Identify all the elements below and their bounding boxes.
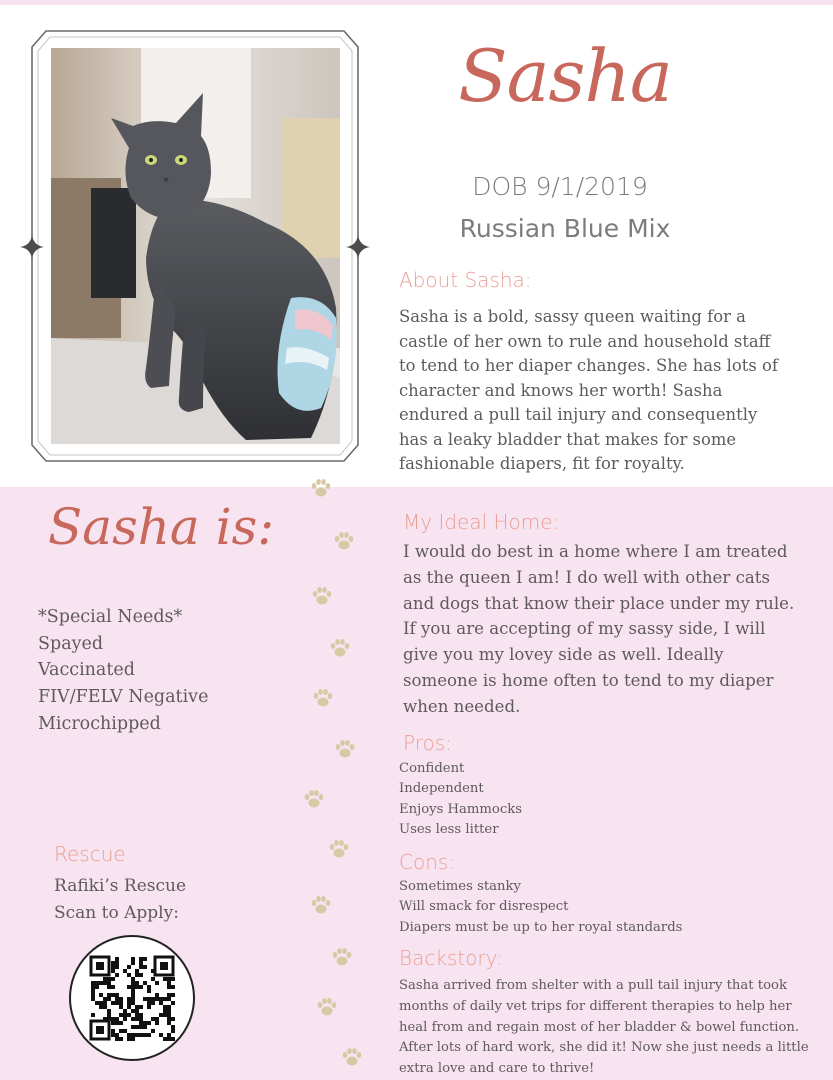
paw-print-icon	[309, 893, 333, 917]
top-strip	[0, 0, 833, 5]
pros-item: Confident	[399, 761, 465, 776]
ideal-home-heading: My Ideal Home:	[403, 510, 560, 534]
cons-item: Diapers must be up to her royal standards	[399, 919, 683, 935]
qr-code-icon	[67, 933, 197, 1063]
cons-item: Will smack for disrespect	[399, 899, 569, 915]
status-heading: Sasha is:	[48, 498, 275, 556]
paw-print-icon	[332, 529, 356, 553]
paw-print-icon	[330, 945, 354, 969]
paw-print-icon	[327, 837, 351, 861]
paw-print-icon	[309, 476, 333, 500]
pet-breed: Russian Blue Mix	[459, 214, 671, 243]
cons-item: Sometimes stanky	[399, 879, 521, 894]
four-point-star-icon	[19, 234, 45, 260]
pros-list	[399, 759, 522, 840]
backstory-text: Sasha arrived from shelter with a pull tail injury that took months of daily vet trips for different therapies to help her heal from and regain most of her bladder & bowel function. After lots of hard work, she did it! Now she just needs a little extra love and care to thrive!	[399, 978, 809, 1077]
four-point-star-icon	[345, 234, 371, 260]
cat-photo	[51, 48, 340, 444]
cat-illustration	[51, 48, 340, 444]
pros-item: Independent	[399, 781, 484, 797]
pros-item: Uses less litter	[399, 821, 499, 837]
status-item: *Special Needs*	[38, 607, 183, 627]
about-text: Sasha is a bold, sassy queen waiting for a castle of her own to rule and household staff to tend to her diaper changes. She has lots of character and knows her worth! Sasha endured a pull tail injury and consequently has a leaky bladder that makes for some fashionable diapers, fit for royalty.	[399, 307, 778, 473]
status-item: Spayed	[38, 633, 104, 654]
cons-heading: Cons:	[399, 850, 456, 874]
paw-print-icon	[340, 1045, 364, 1069]
rescue-heading: Rescue	[54, 842, 126, 866]
pet-name-title: Sasha	[458, 34, 672, 118]
status-item: Microchipped	[38, 713, 161, 734]
pet-dob: DOB 9/1/2019	[472, 172, 648, 201]
rescue-name: Rafiki’s Rescue	[54, 876, 187, 896]
paw-print-icon	[311, 686, 335, 710]
backstory-heading: Backstory:	[399, 946, 503, 970]
status-item: FIV/FELV Negative	[38, 687, 209, 708]
paw-print-icon	[328, 636, 352, 660]
pros-heading: Pros:	[403, 731, 452, 755]
cons-list	[399, 877, 682, 938]
qr-code[interactable]	[67, 933, 197, 1063]
paw-print-icon	[333, 737, 357, 761]
status-list	[38, 604, 208, 738]
pros-item: Enjoys Hammocks	[399, 801, 523, 817]
paw-print-icon	[302, 787, 326, 811]
ideal-home-text: I would do best in a home where I am treated as the queen I am! I do well with other cats and dogs that know their place under my rule. If you are accepting of my sassy side, I will give you my lovey side as well. Ideally someone is home often to tend to my diaper when needed.	[403, 542, 795, 716]
status-item: Vaccinated	[38, 660, 135, 681]
paw-print-icon	[315, 995, 339, 1019]
about-heading: About Sasha:	[399, 268, 532, 292]
scan-label: Scan to Apply:	[54, 903, 179, 923]
paw-print-icon	[310, 584, 334, 608]
